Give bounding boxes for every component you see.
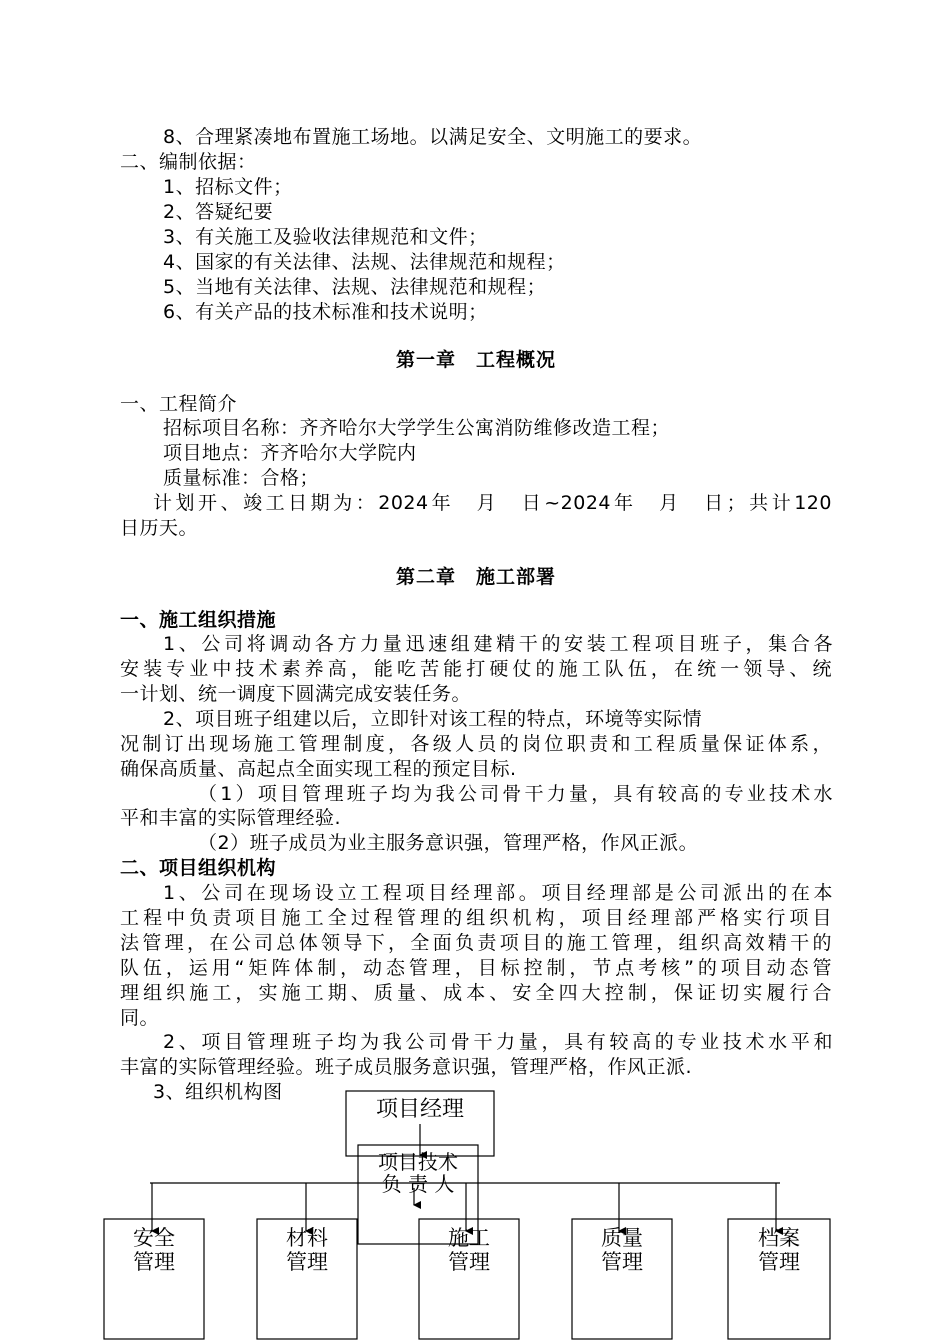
p6-line1: 2、项目管理班子均为我公司骨干力量，具有较高的专业技术水平和 <box>163 1031 833 1053</box>
dept-archive-line1: 档案 <box>758 1226 800 1250</box>
p3-line2: 平和丰富的实际管理经验. <box>120 807 342 829</box>
p1-line3: 一计划、统一调度下圆满完成安装任务。 <box>120 683 472 705</box>
basis-item-2: 2、答疑纪要 <box>163 201 274 223</box>
basis-item-1: 1、招标文件； <box>163 176 293 198</box>
basis-item-3: 3、有关施工及验收法律规范和文件； <box>163 226 488 248</box>
project-location: 项目地点：齐齐哈尔大学院内 <box>163 442 417 464</box>
p5-line1: 1、公司在现场设立工程项目经理部。项目经理部是公司派出的在本 <box>163 882 833 904</box>
section-basis-heading: 二、编制依据： <box>120 151 257 173</box>
p5-line5: 理组织施工，实施工期、质量、成本、安全四大控制，保证切实履行合 <box>120 982 832 1004</box>
p2-line2: 况制订出现场施工管理制度，各级人员的岗位职责和工程质量保证体系， <box>120 733 832 755</box>
manager-label: 项目经理 <box>375 1097 464 1122</box>
basis-item-6: 6、有关产品的技术标准和技术说明； <box>163 301 488 323</box>
project-name: 招标项目名称：齐齐哈尔大学学生公寓消防维修改造工程； <box>163 417 671 439</box>
p2-line3: 确保高质量、高起点全面实现工程的预定目标. <box>120 758 517 780</box>
chapter2-section2: 二、项目组织机构 <box>120 857 277 879</box>
dept-material-line2: 管理 <box>286 1250 328 1274</box>
p1-line2: 安装专业中技术素养高，能吃苦能打硬仗的施工队伍，在统一领导、统 <box>120 658 832 680</box>
dept-construction-line2: 管理 <box>448 1250 490 1274</box>
p5-line4: 队伍，运用“矩阵体制，动态管理，目标控制，节点考核”的项目动态管 <box>120 957 832 979</box>
chapter1-title: 第一章 工程概况 <box>395 349 556 371</box>
basis-item-5: 5、当地有关法律、法规、法律规范和规程； <box>163 276 547 298</box>
p4: （2）班子成员为业主服务意识强，管理严格，作风正派。 <box>198 832 699 854</box>
dept-archive-line2: 管理 <box>758 1250 800 1274</box>
dept-quality-line1: 质量 <box>601 1226 643 1250</box>
dept-quality-line2: 管理 <box>601 1250 643 1274</box>
chapter2-title: 第二章 施工部署 <box>395 566 556 588</box>
p1-line1: 1、公司将调动各方力量迅速组建精干的安装工程项目班子，集合各 <box>163 633 833 655</box>
p5-line2: 工程中负责项目施工全过程管理的组织机构，项目经理部严格实行项目 <box>120 907 832 929</box>
p6-line2: 丰富的实际管理经验。班子成员服务意识强，管理严格，作风正派. <box>120 1056 693 1078</box>
quality-standard: 质量标准：合格； <box>163 467 320 489</box>
dept-safety-line1: 安全 <box>133 1226 175 1250</box>
chapter2-section1: 一、施工组织措施 <box>120 609 277 631</box>
list-line-8: 8、合理紧凑地布置施工场地。以满足安全、文明施工的要求。 <box>163 126 703 148</box>
dept-material-line1: 材料 <box>286 1226 328 1250</box>
p5-line3: 法管理，在公司总体领导下，全面负责项目的施工管理，组织高效精干的 <box>120 932 832 954</box>
schedule-line1: 计划开、竣工日期为：2024年 月 日~2024年 月 日；共计120 <box>153 492 832 514</box>
tech-lead-label-2: 负 责 人 <box>381 1172 455 1196</box>
dept-safety-line2: 管理 <box>133 1250 175 1274</box>
org-chart-label: 3、组织机构图 <box>153 1081 283 1103</box>
chapter1-section1: 一、工程简介 <box>120 393 238 415</box>
p5-line6: 同。 <box>120 1007 160 1029</box>
dept-construction-line1: 施工 <box>448 1226 490 1250</box>
p3-line1: （1）项目管理班子均为我公司骨干力量，具有较高的专业技术水 <box>198 783 833 805</box>
tech-lead-label-1: 项目技术 <box>378 1150 458 1174</box>
basis-item-4: 4、国家的有关法律、法规、法律规范和规程； <box>163 251 566 273</box>
schedule-line2: 日历天。 <box>120 517 199 539</box>
p2-line1: 2、项目班子组建以后，立即针对该工程的特点，环境等实际情 <box>163 708 703 730</box>
